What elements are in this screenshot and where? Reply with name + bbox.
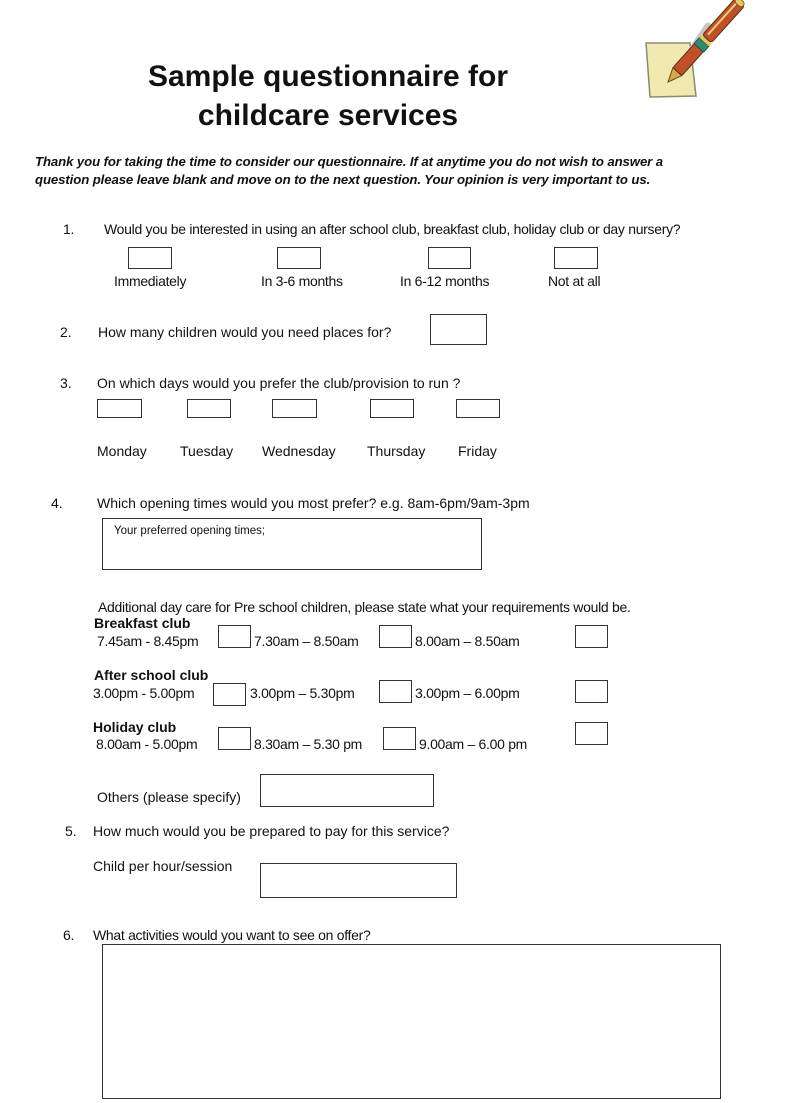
q5-field-label: Child per hour/session: [93, 858, 233, 874]
breakfast-checkbox-3[interactable]: [575, 625, 608, 648]
holiday-checkbox-3[interactable]: [575, 722, 608, 745]
q1-checkbox-3-6-months[interactable]: [277, 247, 321, 269]
q1-checkbox-immediately[interactable]: [128, 247, 172, 269]
page-title-line-2: childcare services: [197, 99, 459, 132]
breakfast-club-title: Breakfast club: [94, 615, 191, 631]
after-school-option-label: 3.00pm – 5.30pm: [250, 685, 355, 701]
q3-day-label: Friday: [458, 443, 497, 459]
q6-activities-textarea[interactable]: [102, 944, 721, 1099]
breakfast-option-label: 7.30am – 8.50am: [254, 633, 359, 649]
q3-checkbox-monday[interactable]: [97, 399, 142, 418]
q1-option-label: In 3-6 months: [261, 273, 343, 289]
intro-line-2: question please leave blank and move on to the next question. Your opinion is very important to us.: [35, 172, 651, 187]
holiday-club-title: Holiday club: [93, 719, 177, 735]
after-school-checkbox-3[interactable]: [575, 680, 608, 703]
q4-text: Which opening times would you most prefer? e.g. 8am-6pm/9am-3pm: [97, 495, 530, 511]
others-label: Others (please specify): [97, 789, 241, 805]
q2-children-count-input[interactable]: [430, 314, 487, 345]
after-school-option-label: 3.00pm – 6.00pm: [415, 685, 520, 701]
q5-price-input[interactable]: [260, 863, 457, 898]
q1-option-label: Not at all: [548, 273, 601, 289]
after-school-option-label: 3.00pm - 5.00pm: [93, 685, 195, 701]
q3-checkbox-friday[interactable]: [456, 399, 500, 418]
after-school-checkbox-1[interactable]: [213, 683, 246, 706]
q5-number: 5.: [65, 823, 77, 839]
q2-text: How many children would you need places for?: [98, 324, 392, 340]
q5-text: How much would you be prepared to pay for this service?: [93, 823, 450, 839]
others-specify-input[interactable]: [260, 774, 434, 807]
q4-input-label: Your preferred opening times;: [114, 525, 266, 537]
after-school-club-title: After school club: [94, 667, 209, 683]
q3-number: 3.: [60, 375, 72, 391]
page-title-line-1: Sample questionnaire for: [147, 60, 509, 93]
q4-opening-times-input[interactable]: [102, 518, 482, 570]
q2-number: 2.: [60, 324, 72, 340]
q1-option-label: Immediately: [114, 273, 187, 289]
q1-option-label: In 6-12 months: [400, 273, 490, 289]
q1-number: 1.: [63, 221, 75, 237]
q3-day-label: Monday: [97, 443, 147, 459]
holiday-checkbox-1[interactable]: [218, 727, 251, 750]
holiday-checkbox-2[interactable]: [383, 727, 416, 750]
holiday-option-label: 8.30am – 5.30 pm: [254, 736, 363, 752]
breakfast-checkbox-2[interactable]: [379, 625, 412, 648]
q3-day-label: Tuesday: [180, 443, 234, 459]
q1-checkbox-6-12-months[interactable]: [428, 247, 471, 269]
breakfast-option-label: 8.00am – 8.50am: [415, 633, 520, 649]
pen-and-paper-icon: [640, 0, 765, 100]
holiday-option-label: 8.00am - 5.00pm: [96, 736, 198, 752]
q3-day-label: Thursday: [367, 443, 426, 459]
q3-day-label: Wednesday: [262, 443, 336, 459]
holiday-option-label: 9.00am – 6.00 pm: [419, 736, 528, 752]
q1-text: Would you be interested in using an after school club, breakfast club, holiday club or day nursery?: [104, 221, 681, 237]
q4-additional-text: Additional day care for Pre school children, please state what your requirements would be.: [98, 599, 631, 615]
q1-checkbox-not-at-all[interactable]: [554, 247, 598, 269]
q6-number: 6.: [63, 927, 75, 943]
q3-text: On which days would you prefer the club/provision to run ?: [97, 375, 461, 391]
q6-text: What activities would you want to see on offer?: [93, 927, 371, 943]
q3-checkbox-thursday[interactable]: [370, 399, 414, 418]
after-school-checkbox-2[interactable]: [379, 680, 412, 703]
q4-number: 4.: [51, 495, 63, 511]
q3-checkbox-wednesday[interactable]: [272, 399, 317, 418]
breakfast-option-label: 7.45am - 8.45pm: [97, 633, 199, 649]
q3-checkbox-tuesday[interactable]: [187, 399, 231, 418]
intro-line-1: Thank you for taking the time to consider our questionnaire. If at anytime you do not wish to answer a: [35, 154, 664, 169]
breakfast-checkbox-1[interactable]: [218, 625, 251, 648]
